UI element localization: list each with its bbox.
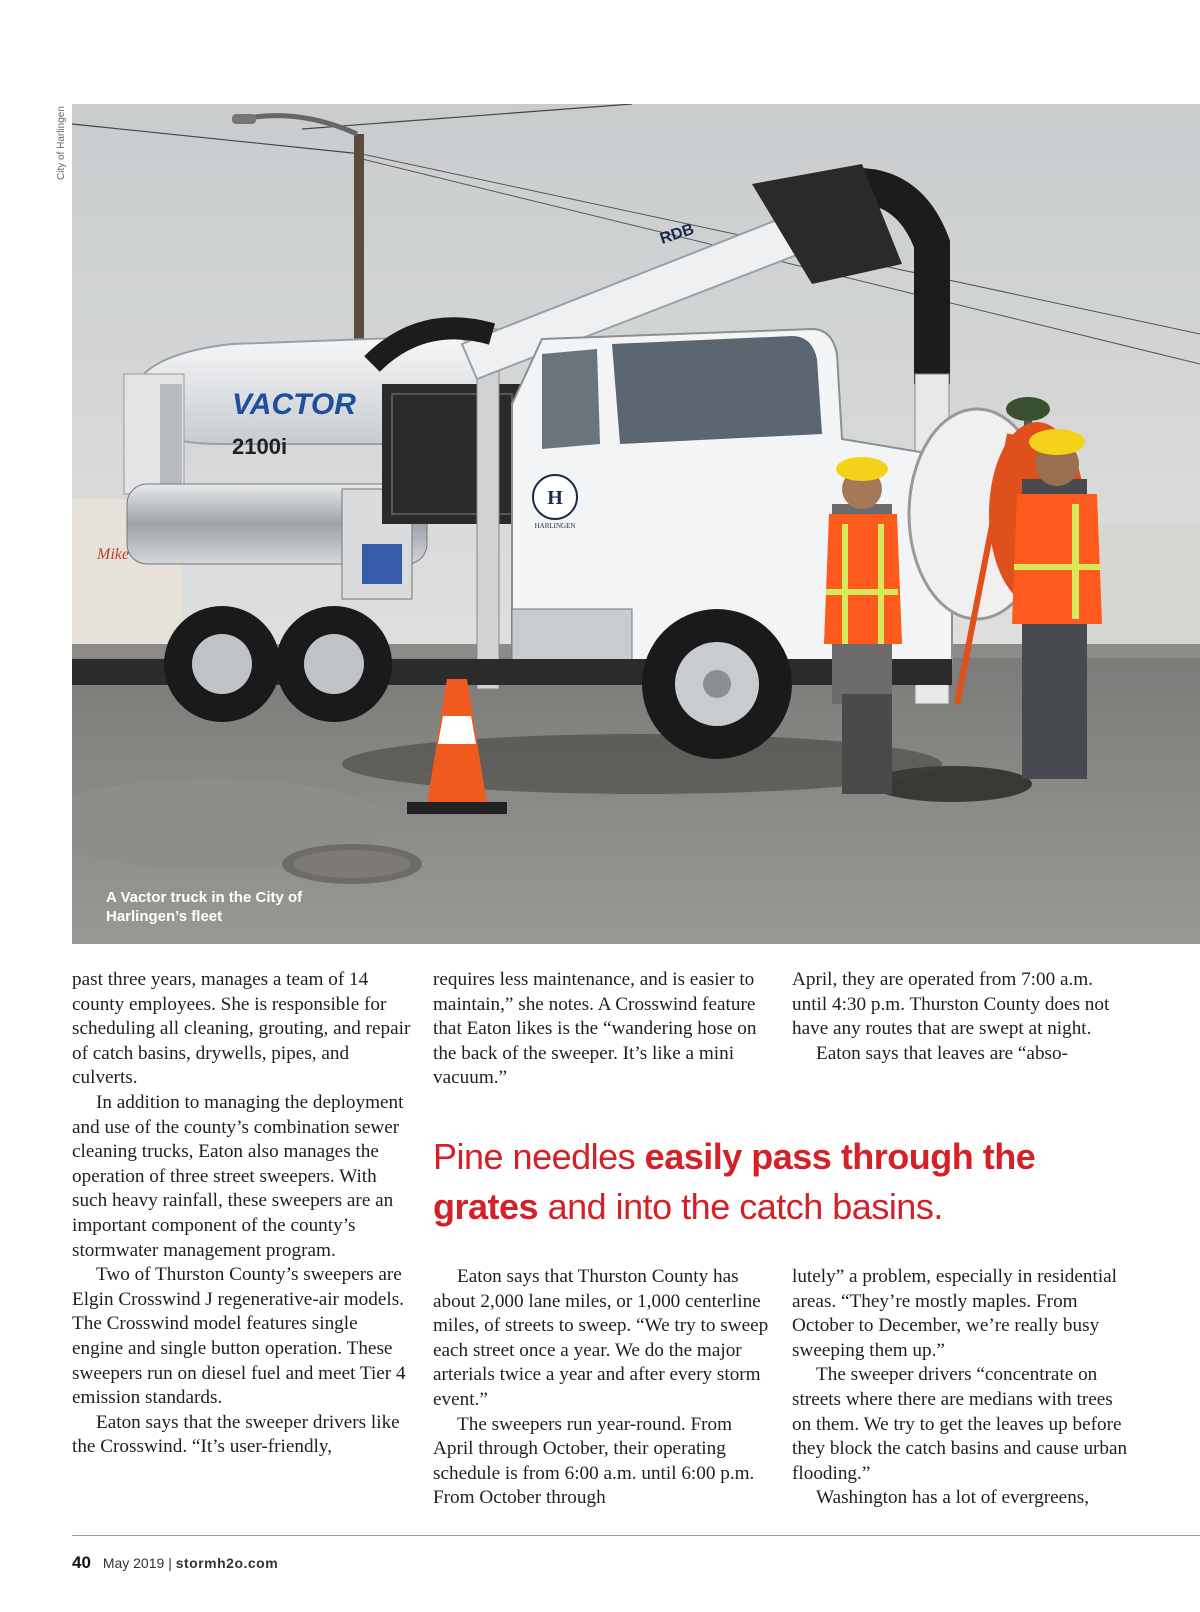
page-footer [72,1553,278,1573]
article-column-2-bottom [433,1265,773,1511]
paragraph: lutely” a problem, especially in residential areas. “They’re mostly maples. From October to December, we’re really busy sweeping them up.” [792,1266,1118,1361]
article-column-3-bottom [792,1265,1132,1511]
pull-quote-part3: and into the catch basins. [538,1186,943,1227]
paragraph: April, they are operated from 7:00 a.m. until 4:30 p.m. Thurston County does not have any routes that are swept at night. [792,969,1110,1040]
issue-date: May 2019 [102,1555,165,1571]
paragraph: Eaton says that Thurston County has about 2,000 lane miles, or 1,000 centerline miles, of streets to sweep. “We try to sweep each street once a year. We do the major arterials twice a year and after every storm event.” [433,1266,769,1410]
site-link[interactable]: stormh2o.com [175,1555,279,1571]
paragraph: past three years, manages a team of 14 county employees. She is responsible for scheduling all cleaning, grouting, and repair of catch basins, drywells, pipes, and culverts. [72,969,411,1089]
truck-model-text: 2100i [232,434,288,459]
photo-credit-text: City of Harlingen [56,106,67,180]
pull-quote [433,1132,1133,1232]
truck-brand-text: VACTOR [232,388,356,421]
paragraph: Eaton says that leaves are “abso- [816,1042,1068,1064]
paragraph: The sweepers run year-round. From April through October, their operating schedule is from 6:00 a.m. until 6:00 p.m. From October through [433,1413,755,1509]
paragraph: Two of Thurston County’s sweepers are Elgin Crosswind J regenerative-air models. The Crosswind model features single engine and single button operation. These sweepers run on diesel fuel and meet Tier 4 emission standards. [72,1264,406,1409]
truck-photo [72,104,1200,944]
paragraph: Washington has a lot of evergreens, [816,1487,1090,1509]
paragraph: In addition to managing the deployment and use of the county’s combination sewer cleaning trucks, Eaton also manages the operation of three street sweepers. With such heavy rainfall, these sweepers are an important component of the county’s stormwater management program. [72,1091,404,1261]
paragraph: requires less maintenance, and is easier to maintain,” she notes. A Crosswind feature that Eaton likes is the “wandering hose on the back of the sweeper. It’s like a mini vacuum.” [433,969,757,1089]
pull-quote-emphasis: easily pass through the grates [433,1136,1036,1227]
door-logo-text: HARLINGEN [534,522,576,530]
pull-quote-part1: Pine needles [433,1136,645,1177]
footer-divider [72,1535,1200,1536]
article-column-3-top [792,968,1132,1066]
article-column-1 [72,968,412,1460]
article-column-2-top [433,968,773,1091]
page-number: 40 [72,1553,91,1572]
boom-label: RDB [657,220,697,248]
paragraph: Eaton says that the sweeper drivers like the Crosswind. “It’s user-friendly, [72,1411,400,1458]
svg-text:Mike: Mike [97,546,129,563]
paragraph: The sweeper drivers “concentrate on streets where there are medians with trees on them. We try to get the leaves up before they block the catch basins and cause urban flooding.” [792,1364,1128,1484]
svg-text:H: H [547,487,563,509]
photo-caption: A Vactor truck in the City of Harlingen’s fleet [106,889,303,925]
footer-separator: | [168,1555,172,1571]
